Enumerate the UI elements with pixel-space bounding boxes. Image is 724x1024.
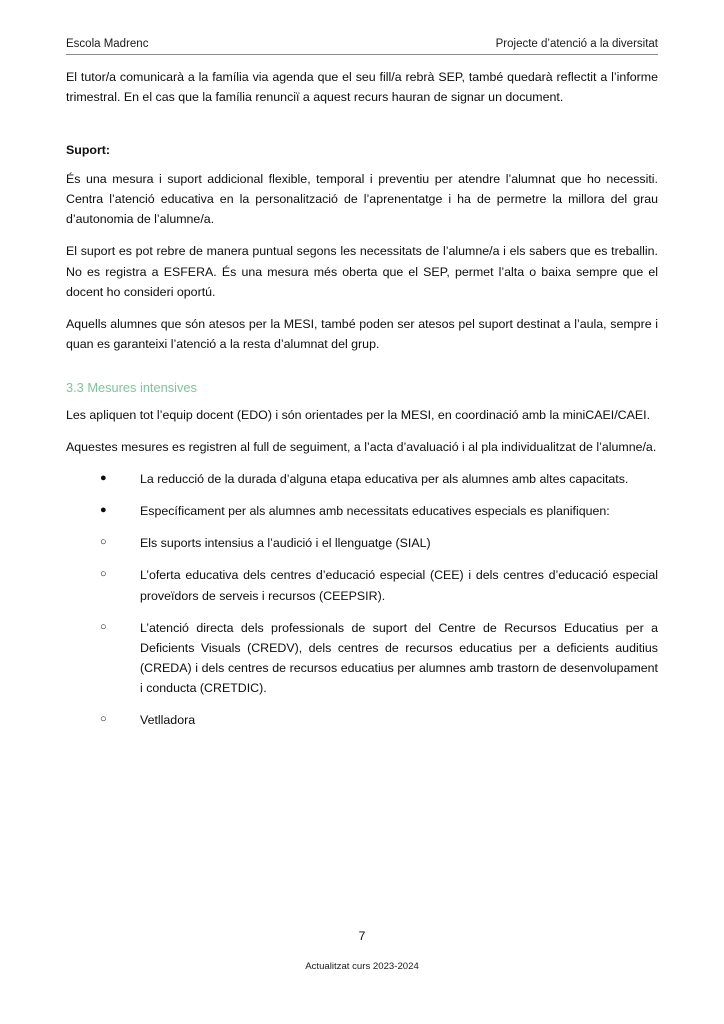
page-body bbox=[66, 55, 658, 730]
list-item bbox=[66, 501, 658, 521]
bullet-marker-icon: ● bbox=[100, 504, 107, 517]
header-school-name: Escola Madrenc bbox=[66, 38, 149, 50]
list-item bbox=[66, 533, 658, 553]
list-item-text: Específicament per als alumnes amb necessitats educatives especials es planifiquen: bbox=[140, 504, 610, 519]
circle-marker-icon: ○ bbox=[100, 712, 107, 725]
support-paragraph-3: Aquells alumnes que són atesos per la MESI, també poden ser atesos pel suport destinat a l’aula, sempre i quan es garanteixi l’atenció a la resta d’alumnat del grup. bbox=[66, 316, 658, 351]
circle-marker-icon: ○ bbox=[100, 620, 107, 633]
page-footer bbox=[0, 929, 724, 972]
list-item-text: La reducció de la durada d’alguna etapa educativa per als alumnes amb altes capacitats. bbox=[140, 472, 629, 487]
circle-marker-icon: ○ bbox=[100, 568, 107, 581]
header-document-title: Projecte d’atenció a la diversitat bbox=[495, 38, 658, 50]
list-item bbox=[66, 565, 658, 605]
spacer bbox=[66, 366, 658, 380]
bullet-marker-icon: ● bbox=[100, 472, 107, 485]
circle-marker-icon: ○ bbox=[100, 536, 107, 549]
spacer bbox=[66, 119, 658, 143]
support-heading: Suport: bbox=[66, 143, 111, 158]
support-paragraph-1: És una mesura i suport addicional flexible, temporal i preventiu per atendre l’alumnat que ho necessiti. Centra l’atenció educativa en la personalització de l’aprenentatge i ha de permetre la millora del grau d’autonomia de l’alumne/a. bbox=[66, 172, 658, 227]
list-item bbox=[66, 710, 658, 730]
section-title-3-3: 3.3 Mesures intensives bbox=[66, 379, 197, 395]
support-paragraph-2: El suport es pot rebre de manera puntual segons les necessitats de l’alumne/a i els sabers que es treballin. No es registra a ESFERA. És una mesura més oberta que el SEP, permet l’alta o baixa sempre que el docent ho consideri oportú. bbox=[66, 244, 658, 299]
footer-note: Actualitzat curs 2023-2024 bbox=[305, 961, 419, 972]
section-paragraph-1: Les apliquen tot l’equip docent (EDO) i són orientades per la MESI, en coordinació amb la miniCAEI/CAEI. bbox=[66, 407, 651, 422]
section-paragraph-2: Aquestes mesures es registren al full de seguiment, a l’acta d’avaluació i al pla individualitzat de l’alumne/a. bbox=[66, 440, 657, 455]
list-item-text: Vetlladora bbox=[140, 712, 196, 727]
list-item-text: Els suports intensius a l’audició i el llenguatge (SIAL) bbox=[140, 536, 431, 551]
list-item bbox=[66, 618, 658, 698]
list-item-text: L’oferta educativa dels centres d’educació especial (CEE) i dels centres d’educació especial proveïdors de serveis i recursos (CEEPSIR). bbox=[140, 568, 658, 603]
intensive-measures-list bbox=[66, 469, 658, 730]
list-item bbox=[66, 469, 658, 489]
page-header bbox=[66, 38, 658, 55]
page-number: 7 bbox=[358, 929, 366, 943]
intro-paragraph: El tutor/a comunicarà a la família via agenda que el seu fill/a rebrà SEP, també quedarà reflectit a l’informe trimestral. En el cas que la família renunciï a aquest recurs hauran de signar un document. bbox=[66, 70, 658, 105]
list-item-text: L’atenció directa dels professionals de suport del Centre de Recursos Educatius per a Deficients Visuals (CREDV), dels centres de recursos educatius per a deficients auditius (CREDA) i dels centres de recursos educatius per alumnes amb trastorn de desenvolupament i conducta (CRETDIC). bbox=[140, 620, 658, 695]
